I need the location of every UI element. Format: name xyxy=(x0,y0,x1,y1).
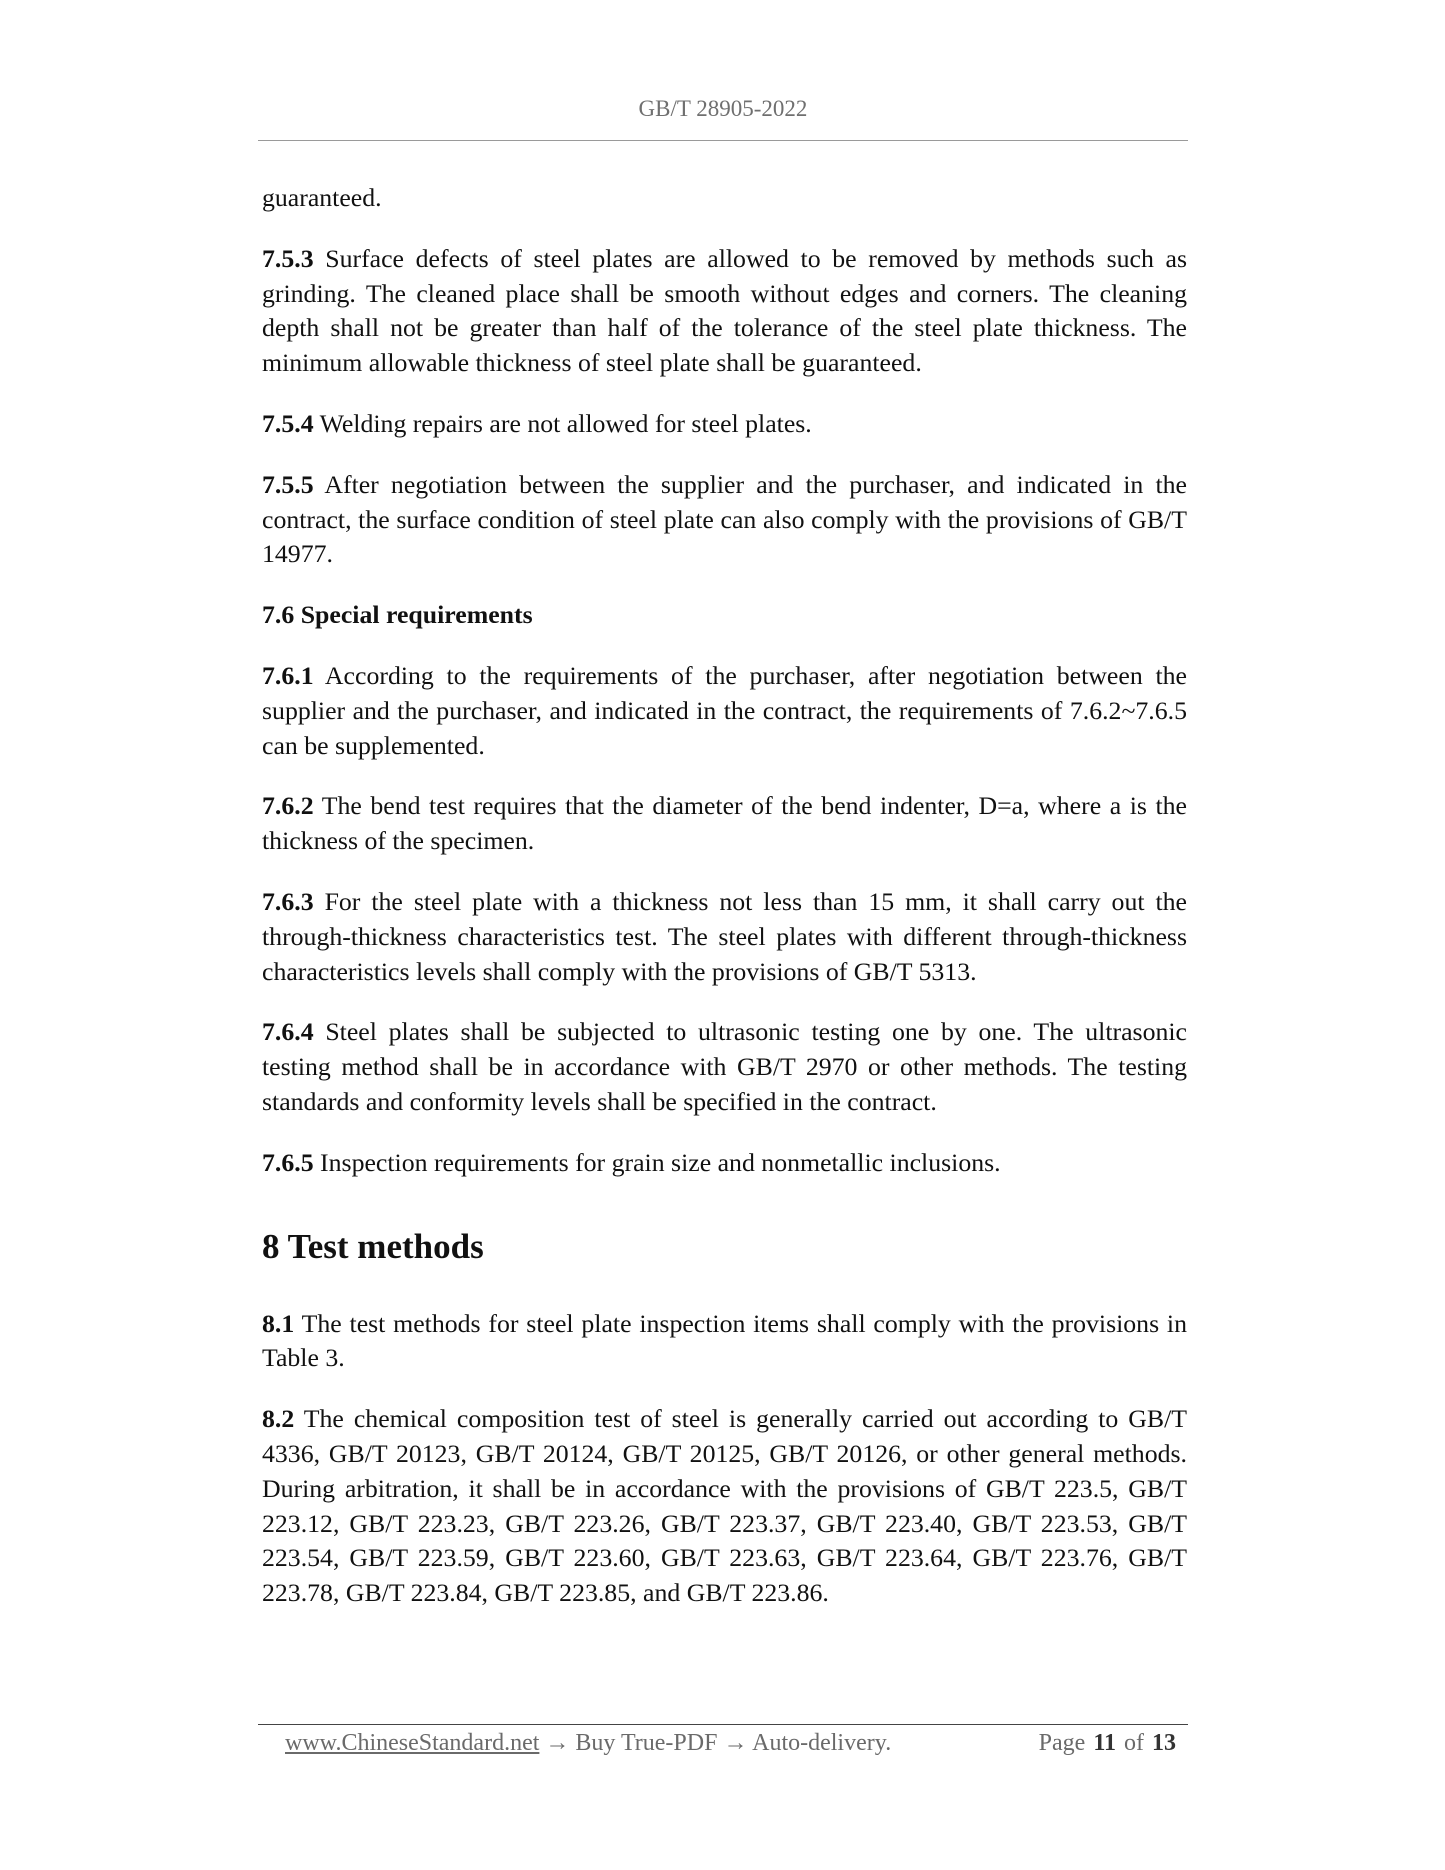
footer-left xyxy=(285,1730,891,1757)
clause-text: After negotiation between the supplier and the purchaser, and indicated in the contract, the surface condition of steel plate can also comply with the provisions of GB/T 14977. xyxy=(262,469,1187,569)
footer-tagline: → Buy True-PDF → Auto-delivery. xyxy=(539,1730,892,1756)
clause-number: 7.6.2 xyxy=(262,791,314,821)
clause-8-2 xyxy=(262,1402,1187,1611)
page-label: Page xyxy=(1038,1730,1086,1756)
clause-text: The bend test requires that the diameter of the bend indenter, D=a, where a is the thickness of the specimen. xyxy=(262,791,1187,856)
clause-number: 8.1 xyxy=(262,1308,295,1338)
paragraph-continued xyxy=(262,181,1187,216)
of-label: of xyxy=(1124,1730,1144,1756)
header-divider xyxy=(258,140,1188,141)
site-link[interactable]: www.ChineseStandard.net xyxy=(285,1730,540,1756)
chapter-heading-8: 8 Test methods xyxy=(262,1226,484,1266)
clause-7-5-3 xyxy=(262,242,1187,381)
clause-text: Surface defects of steel plates are allowed to be removed by methods such as grinding. The cleaned place shall be smooth without edges and corners. The cleaning depth shall not be greater than half of the tolerance of the steel plate thickness. The minimum allowable thickness of steel plate shall be guaranteed. xyxy=(262,243,1187,378)
clause-text: Inspection requirements for grain size and nonmetallic inclusions. xyxy=(320,1147,1001,1177)
document-body xyxy=(262,181,1187,1637)
clause-7-6-5 xyxy=(262,1146,1187,1181)
clause-7-6-3 xyxy=(262,885,1187,989)
clause-text: For the steel plate with a thickness not less than 15 mm, it shall carry out the through-thickness characteristics test. The steel plates with different through-thickness characteristics levels shall comply with the provisions of GB/T 5313. xyxy=(262,886,1187,986)
clause-text: According to the requirements of the purchaser, after negotiation between the supplier and the purchaser, and indicated in the contract, the requirements of 7.6.2~7.6.5 can be supplemented. xyxy=(262,660,1187,760)
clause-number: 7.6.3 xyxy=(262,886,314,916)
clause-number: 7.5.4 xyxy=(262,408,314,438)
clause-number: 7.5.5 xyxy=(262,469,314,499)
clause-text: The chemical composition test of steel is generally carried out according to GB/T 4336, GB/T 20123, GB/T 20124, GB/T 20125, GB/T 20126, or other general methods. During arbitration, it shall be in accordance with the provisions of GB/T 223.5, GB/T 223.12, GB/T 223.23, GB/T 223.26, GB/T 223.37, GB/T 223.40, GB/T 223.53, GB/T 223.54, GB/T 223.59, GB/T 223.60, GB/T 223.63, GB/T 223.64, GB/T 223.76, GB/T 223.78, GB/T 223.84, GB/T 223.85, and GB/T 223.86. xyxy=(262,1404,1188,1608)
clause-text: Welding repairs are not allowed for steel plates. xyxy=(319,408,812,438)
clause-number: 7.6.4 xyxy=(262,1017,314,1047)
section-heading-7-6: 7.6 Special requirements xyxy=(262,600,533,630)
clause-text: Steel plates shall be subjected to ultrasonic testing one by one. The ultrasonic testing method shall be in accordance with GB/T 2970 or other methods. The testing standards and conformity levels shall be specified in the contract. xyxy=(262,1017,1187,1116)
clause-7-6-2 xyxy=(262,789,1187,859)
page-header-doc-code: GB/T 28905-2022 xyxy=(638,96,808,121)
paragraph-text: guaranteed. xyxy=(262,183,382,212)
clause-number: 7.6.5 xyxy=(262,1147,314,1177)
clause-7-6-1 xyxy=(262,659,1187,763)
clause-7-5-5 xyxy=(262,468,1187,572)
clause-8-1 xyxy=(262,1307,1187,1377)
clause-text: The test methods for steel plate inspection items shall comply with the provisions in Table 3. xyxy=(262,1308,1188,1373)
page-total: 13 xyxy=(1152,1730,1176,1756)
clause-number: 7.6.1 xyxy=(262,660,314,690)
page-indicator xyxy=(1035,1730,1180,1757)
clause-number: 7.5.3 xyxy=(262,243,314,273)
clause-7-6-4 xyxy=(262,1015,1187,1119)
footer-divider xyxy=(258,1724,1188,1725)
page-current: 11 xyxy=(1093,1730,1116,1756)
clause-7-5-4 xyxy=(262,407,1187,442)
page-footer xyxy=(285,1730,1180,1757)
clause-number: 8.2 xyxy=(262,1404,295,1434)
